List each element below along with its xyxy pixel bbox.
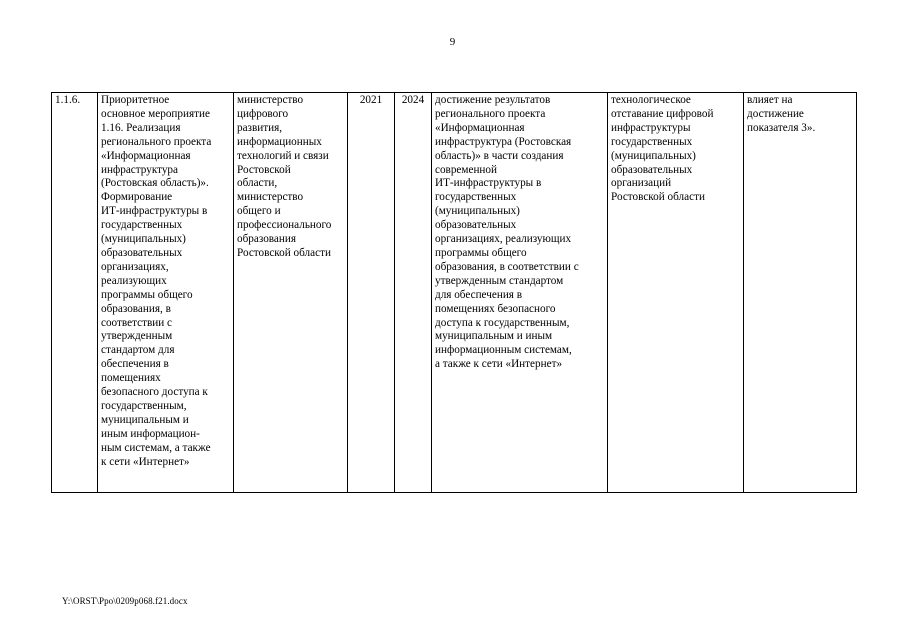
expected-result-cell: достижение результатов регионального проекта «Информационная инфраструктура (Ростовская область)» в части создания современной ИТ-инфраструктуры в государственных (муниципальных) образовательных организациях, реализующих программы общего образования, в соответствии с утвержденным стандартом для обеспечения в помещениях безопасного доступа к государственным, муниципальным и иным информационным системам, а также к сети «Интернет»	[432, 93, 608, 493]
executor-cell: министерство цифрового развития, информационных технологий и связи Ростовской области, министерство общего и профессионального образования Ростовской области	[234, 93, 348, 493]
document-path-footer: Y:\ORST\Ppo\0209p068.f21.docx	[62, 596, 188, 606]
table-row	[52, 93, 857, 493]
page-number: 9	[449, 36, 456, 48]
consequences-cell: технологическое отставание цифровой инфраструктуры государственных (муниципальных) образовательных организаций Ростовской области	[608, 93, 744, 493]
indicator-impact-cell: влияет на достижение показателя 3».	[744, 93, 857, 493]
event-name-cell: Приоритетное основное мероприятие 1.16. Реализация регионального проекта «Информационная инфраструктура (Ростовская область)». Формирование ИТ-инфраструктуры в государственных (муниципальных) образовательных организациях, реализующих программы общего образования, в соответствии с утвержденным стандартом для обеспечения в помещениях безопасного доступа к государственным, муниципальным и иным информацион- ным системам, а также к сети «Интернет»	[98, 93, 234, 493]
row-number-cell: 1.1.6.	[52, 93, 98, 493]
measures-table	[51, 92, 857, 493]
end-year-cell: 2024	[395, 93, 432, 493]
start-year-cell: 2021	[348, 93, 395, 493]
